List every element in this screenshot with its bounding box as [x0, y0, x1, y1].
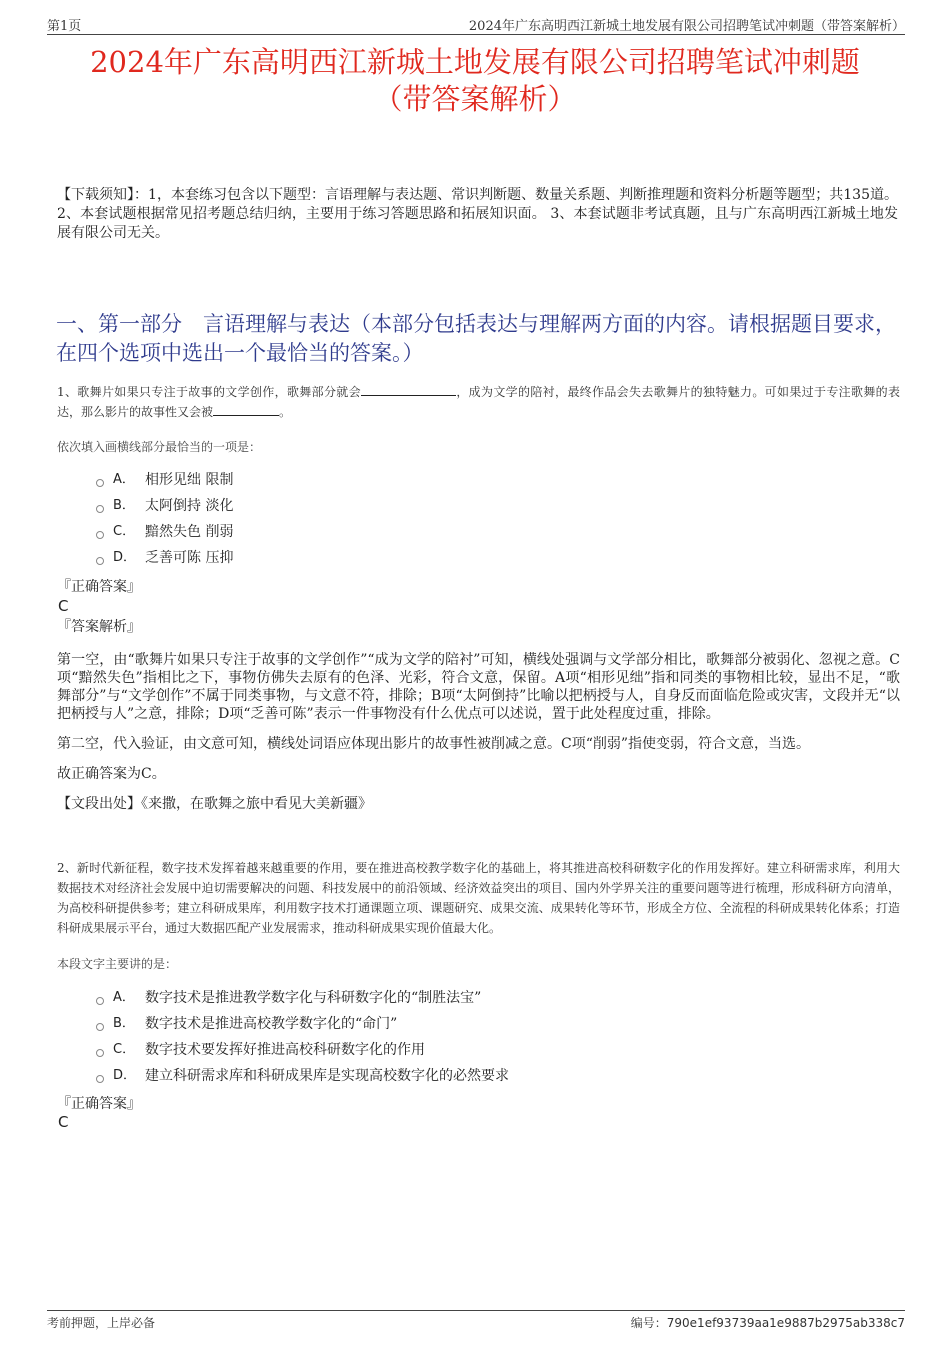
download-notice: 【下载须知】：1，本套练习包含以下题型：言语理解与表达题、常识判断题、数量关系题、判断推理题和资料分析题等题型；共135道。 2、本套试题根据常见招考题总结归纳，主要用于练习答题思路和拓展知识面。 3、本套试题非考试真题，且与广东高明西江新城土地发展有限公司无关。: [57, 187, 898, 241]
option-d[interactable]: D． 建立科研需求库和科研成果库是实现高校数字化的必然要求: [96, 1063, 509, 1089]
answer-label-1: 『正确答案』: [57, 579, 141, 595]
page-title-line2: （带答案解析）: [373, 82, 577, 116]
question-1-text-part3: 。: [279, 405, 292, 419]
question-1-text-part1: 1、歌舞片如果只专注于故事的文学创作，歌舞部分就会: [57, 385, 361, 399]
question-2-options: [96, 985, 509, 1089]
option-c[interactable]: C． 黯然失色 削弱: [96, 519, 233, 545]
question-1-text-part2: ，成为文学的陪衬，最终作品会失去歌舞片的独特魅力。可如果过于专注歌舞的表达，那么影片的故事性又会被: [57, 385, 900, 419]
footer-slogan: 考前押题，上岸必备: [47, 1316, 156, 1330]
option-d[interactable]: D． 乏善可陈 压抑: [96, 545, 233, 571]
radio-icon[interactable]: [96, 1023, 104, 1031]
analysis-source: 【文段出处】《来撒，在歌舞之旅中看见大美新疆》: [57, 796, 372, 812]
question-2-text: 2、新时代新征程，数字技术发挥着越来越重要的作用，要在推进高校教学数字化的基础上，将其推进高校科研数字化的作用发挥好。建立科研需求库，利用大数据技术对经济社会发展中迫切需要解决的问题、科技发展中的前沿领域、经济效益突出的项目、国内外学界关注的重要问题等进行梳理，形成科研方向清单，为高校科研提供参考；建立科研成果库，利用数字技术打通课题立项、课题研究、成果交流、成果转化等环节，形成全方位、全流程的科研成果转化体系；打造科研成果展示平台，通过大数据匹配产业发展需求，推动科研成果实现价值最大化。: [57, 861, 900, 935]
page-title-line1: 2024年广东高明西江新城土地发展有限公司招聘笔试冲刺题: [90, 45, 860, 79]
page-header: [47, 14, 905, 35]
answer-value-2: C: [58, 1113, 69, 1131]
footer-code-value: 790e1ef93739aa1e9887b2975ab338c7: [666, 1316, 905, 1330]
radio-icon[interactable]: [96, 531, 104, 539]
footer-code-label: 编号：: [630, 1316, 667, 1330]
question-1-options: [96, 467, 233, 571]
question-2-prompt: 本段文字主要讲的是：: [57, 957, 178, 971]
radio-icon[interactable]: [96, 997, 104, 1005]
header-doc-title: 2024年广东高明西江新城土地发展有限公司招聘笔试冲刺题（带答案解析）: [468, 19, 905, 34]
page-footer: [47, 1310, 905, 1341]
analysis-1: [57, 651, 900, 825]
radio-icon[interactable]: [96, 1075, 104, 1083]
question-1-text: [57, 382, 900, 422]
section-heading: 一、第一部分 言语理解与表达（本部分包括表达与理解两方面的内容。请根据题目要求，在四个选项中选出一个最恰当的答案。）: [56, 312, 896, 365]
page-title: [40, 44, 910, 118]
option-a[interactable]: A． 相形见绌 限制: [96, 467, 233, 493]
page-number: 第1页: [47, 19, 82, 34]
radio-icon[interactable]: [96, 557, 104, 565]
option-b[interactable]: B． 数字技术是推进高校教学数字化的“命门”: [96, 1011, 509, 1037]
option-a[interactable]: A． 数字技术是推进教学数字化与科研数字化的“制胜法宝”: [96, 985, 509, 1011]
answer-label-2: 『正确答案』: [57, 1096, 141, 1112]
answer-value-1: C: [58, 597, 69, 615]
analysis-paragraph: 第二空，代入验证，由文意可知，横线处词语应体现出影片的故事性被削减之意。C项“削弱”指使变弱，符合文意，当选。: [57, 736, 811, 752]
option-c[interactable]: C． 数字技术要发挥好推进高校科研数字化的作用: [96, 1037, 509, 1063]
radio-icon[interactable]: [96, 479, 104, 487]
radio-icon[interactable]: [96, 1049, 104, 1057]
analysis-label-1: 『答案解析』: [57, 619, 141, 635]
analysis-paragraph: 第一空，由“歌舞片如果只专注于故事的文学创作”“成为文学的陪衬”可知，横线处强调与文学部分相比，歌舞部分被弱化、忽视之意。C项“黯然失色”指相比之下，事物仿佛失去原有的色泽、光彩，符合文意，保留。A项“相形见绌”指和同类的事物相比较，显出不足，“歌舞部分”与“文学创作”不属于同类事物，与文意不符，排除；B项“太阿倒持”比喻以把柄授与人，自身反而面临危险或灾害，文段并无“以把柄授与人”之意，排除；D项“乏善可陈”表示一件事物没有什么优点可以述说，置于此处程度过重，排除。: [57, 652, 900, 722]
option-b[interactable]: B． 太阿倒持 淡化: [96, 493, 233, 519]
analysis-paragraph: 故正确答案为C。: [57, 766, 166, 782]
blank-2: [213, 403, 279, 416]
blank-1: [361, 383, 456, 396]
footer-code: [631, 1314, 905, 1331]
question-1-prompt: 依次填入画横线部分最恰当的一项是：: [57, 440, 262, 454]
radio-icon[interactable]: [96, 505, 104, 513]
